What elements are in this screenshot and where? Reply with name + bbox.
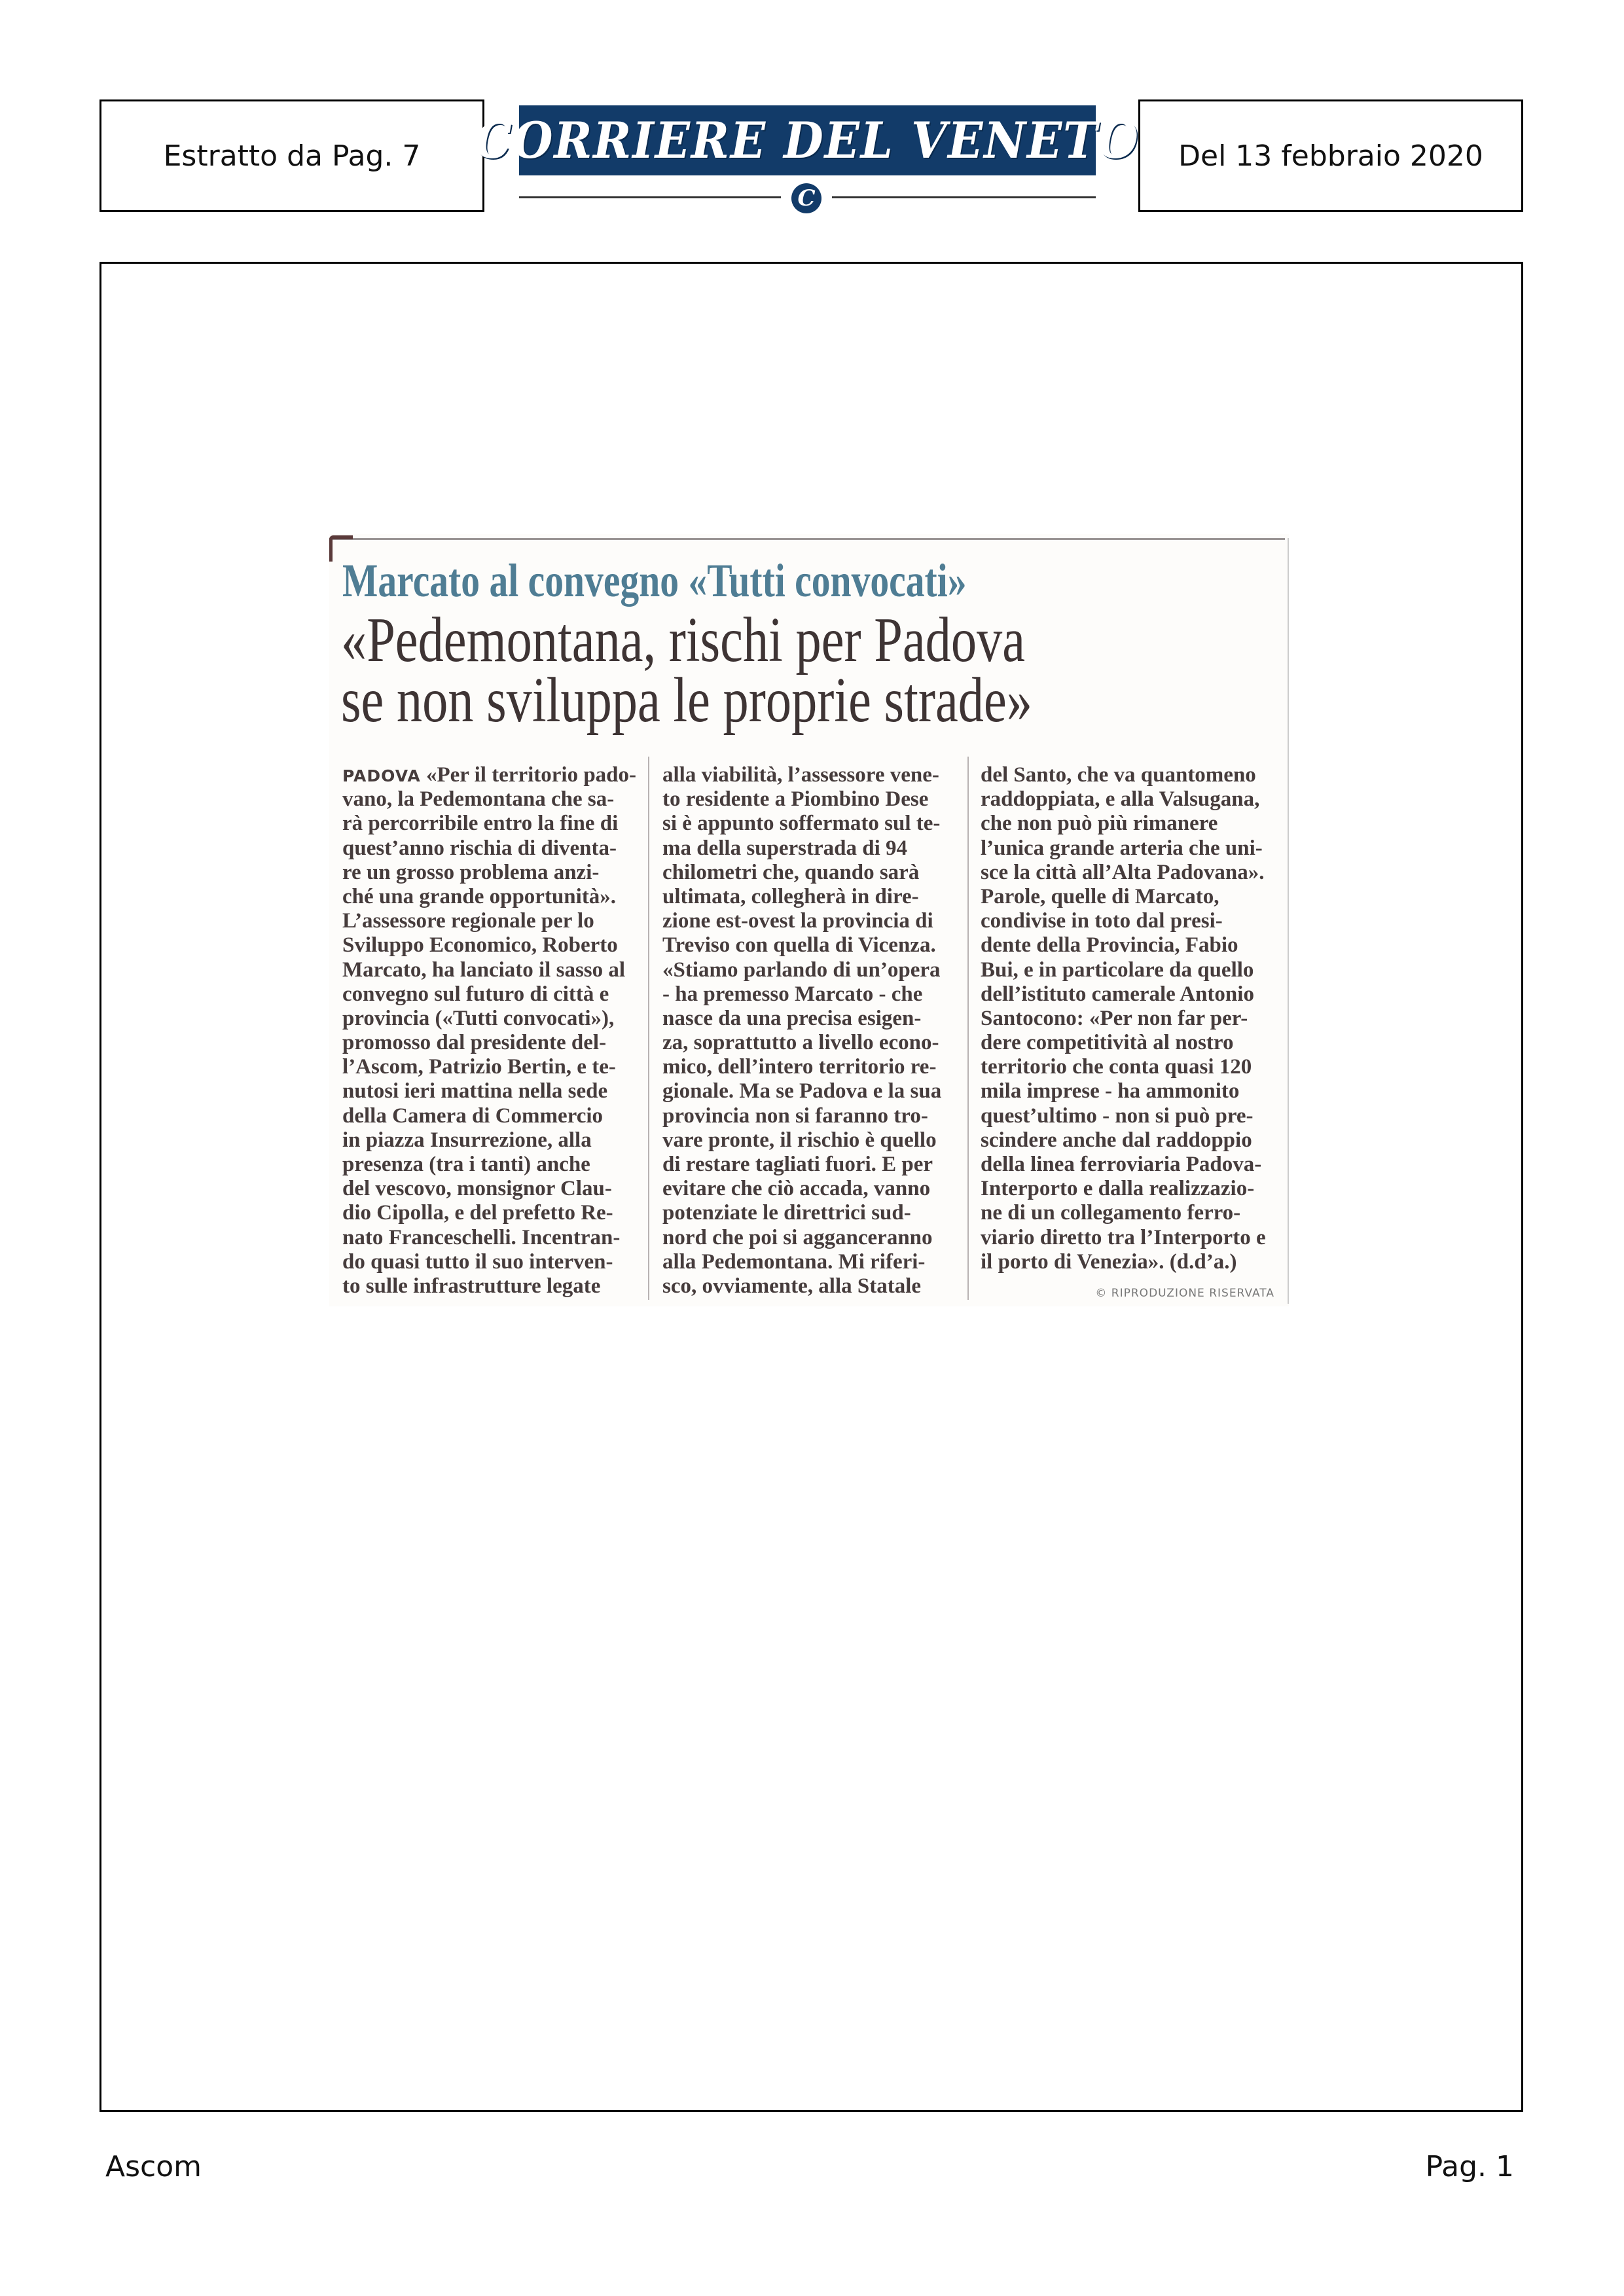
date-label: Del 13 febbraio 2020 (1178, 139, 1483, 173)
article-text-line: vare pronte, il rischio è quello (662, 1128, 937, 1152)
article-text-line: dell’istituto camerale Antonio (981, 982, 1254, 1006)
article-text-line: sco, ovviamente, alla Statale (662, 1274, 922, 1298)
article-text-line: sce la città all’Alta Padovana». (981, 860, 1265, 884)
article-text-line: scindere anche dal raddoppio (981, 1128, 1252, 1152)
article-column-1 (342, 763, 637, 1299)
article-dateline: PADOVA (342, 766, 421, 785)
article-text-line: gionale. Ma se Padova e la sua (662, 1079, 942, 1103)
article-text-line: Marcato, ha lanciato il sasso al (342, 958, 626, 982)
article-headline-line: se non sviluppa le proprie strade» (341, 665, 1032, 736)
article-text-line: Bui, e in particolare da quello (981, 958, 1254, 982)
article-text-line: re un grosso problema anzi- (342, 860, 600, 884)
article-text-line: del Santo, che va quantomeno (981, 763, 1256, 787)
article-text-line: dere competitività al nostro (981, 1031, 1234, 1055)
article-text-line: Sviluppo Economico, Roberto (342, 933, 618, 958)
article-text-line: ultimata, collegherà in dire- (662, 884, 919, 908)
article-text-line: quest’anno rischia di diventa- (342, 836, 617, 860)
article-text-line: zione est-ovest la provincia di (662, 909, 933, 933)
article-text-line: promosso dal presidente del- (342, 1031, 607, 1055)
article-text-line: L’assessore regionale per lo (342, 909, 594, 933)
footer-source: Ascom (105, 2150, 202, 2183)
article-text-line: nasce da una precisa esigen- (662, 1006, 922, 1030)
logo-divider-left (519, 196, 781, 198)
article-text-line: to residente a Piombino Dese (662, 787, 929, 812)
article-text-line: condivise in toto dal presi- (981, 909, 1223, 933)
column-divider (648, 757, 649, 1300)
article-text-line: evitare che ciò accada, vanno (662, 1177, 931, 1201)
article-text-line: nutosi ieri mattina nella sede (342, 1079, 608, 1103)
article-text-line: si è appunto soffermato sul te- (662, 812, 941, 836)
article-text-line: to sulle infrastrutture legate (342, 1274, 601, 1298)
article-text-line: potenziate le direttrici sud- (662, 1201, 911, 1225)
article-text-line: nato Franceschelli. Incentran- (342, 1225, 621, 1249)
column-divider (967, 757, 969, 1300)
article-headline-line: «Pedemontana, rischi per Padova (341, 605, 1026, 675)
logo-c-icon: C (791, 183, 821, 213)
article-text-line: ne di un collegamento ferro- (981, 1201, 1241, 1225)
article-clipping (329, 534, 1289, 1306)
article-text: «Per il territorio pado- (425, 763, 637, 787)
article-text-line: di restare tagliati fuori. E per (662, 1153, 933, 1176)
article-text-line: il porto di Venezia». (d.d’a.) (981, 1249, 1237, 1274)
logo-divider-right (832, 196, 1096, 198)
article-text-line: «Stiamo parlando di un’opera (662, 958, 941, 982)
article-right-edge (1288, 538, 1289, 1304)
article-text-line (342, 763, 637, 787)
article-text-line: l’unica grande arteria che uni- (981, 836, 1263, 860)
article-text-line: l’Ascom, Patrizio Bertin, e te- (342, 1055, 616, 1079)
copyright-notice: © RIPRODUZIONE RISERVATA (1095, 1287, 1274, 1300)
article-text-line: Interporto e dalla realizzazio- (981, 1177, 1255, 1201)
article-text-line: raddoppiata, e alla Valsugana, (981, 787, 1260, 812)
article-text-line: alla viabilità, l’assessore vene- (662, 763, 939, 787)
article-text-line: in piazza Insurrezione, alla (342, 1128, 592, 1152)
extract-page-label: Estratto da Pag. 7 (163, 139, 421, 173)
article-text-line: dio Cipolla, e del prefetto Re- (342, 1201, 613, 1225)
article-text-line: quest’ultimo - non si può pre- (981, 1103, 1254, 1128)
article-text-line: ché una grande opportunità». (342, 884, 617, 908)
article-text-line: della linea ferroviaria Padova- (981, 1153, 1262, 1176)
article-text-line: vano, la Pedemontana che sa- (342, 787, 615, 812)
article-text-line: rà percorribile entro la fine di (342, 812, 619, 836)
article-text-line: viario diretto tra l’Interporto e (981, 1225, 1266, 1249)
article-text-line: alla Pedemontana. Mi riferi- (662, 1249, 926, 1274)
extract-page-box (99, 99, 484, 212)
article-text-line: dente della Provincia, Fabio (981, 933, 1238, 958)
article-text-line: provincia non si faranno tro- (662, 1103, 928, 1128)
article-text-line: della Camera di Commercio (342, 1103, 604, 1128)
article-text-line: Santocono: «Per non far per- (981, 1006, 1248, 1030)
article-column-3 (981, 763, 1275, 1274)
article-text-line: do quasi tutto il suo interven- (342, 1249, 613, 1274)
article-text-line: chilometri che, quando sarà (662, 860, 920, 884)
article-text-line: provincia («Tutti convocati»), (342, 1006, 615, 1030)
article-text-line: mico, dell’intero territorio re- (662, 1055, 937, 1079)
article-text-line: convegno sul futuro di città e (342, 982, 609, 1006)
article-text-line: - ha premesso Marcato - che (662, 982, 923, 1006)
article-text-line: Parole, quelle di Marcato, (981, 884, 1219, 908)
article-text-line: za, soprattutto a livello econo- (662, 1031, 939, 1055)
article-text-line: nord che poi si agganceranno (662, 1225, 933, 1249)
article-text-line: presenza (tra i tanti) anche (342, 1153, 590, 1176)
article-text-line: Treviso con quella di Vicenza. (662, 933, 936, 958)
article-column-2 (662, 763, 957, 1299)
article-top-rule (329, 538, 1285, 540)
newspaper-logo-text: CORRIERE DEL VENETO (475, 111, 1140, 170)
footer-page-number: Pag. 1 (1425, 2150, 1514, 2183)
date-box (1138, 99, 1523, 212)
article-text-line: territorio che conta quasi 120 (981, 1055, 1252, 1079)
article-text-line: che non può più rimanere (981, 812, 1218, 836)
newspaper-logo (475, 105, 1140, 175)
article-text-line: mila imprese - ha ammonito (981, 1079, 1240, 1103)
article-kicker: Marcato al convegno «Tutti convocati» (342, 554, 967, 607)
article-text-line: del vescovo, monsignor Clau- (342, 1177, 612, 1201)
article-text-line: ma della superstrada di 94 (662, 836, 908, 860)
